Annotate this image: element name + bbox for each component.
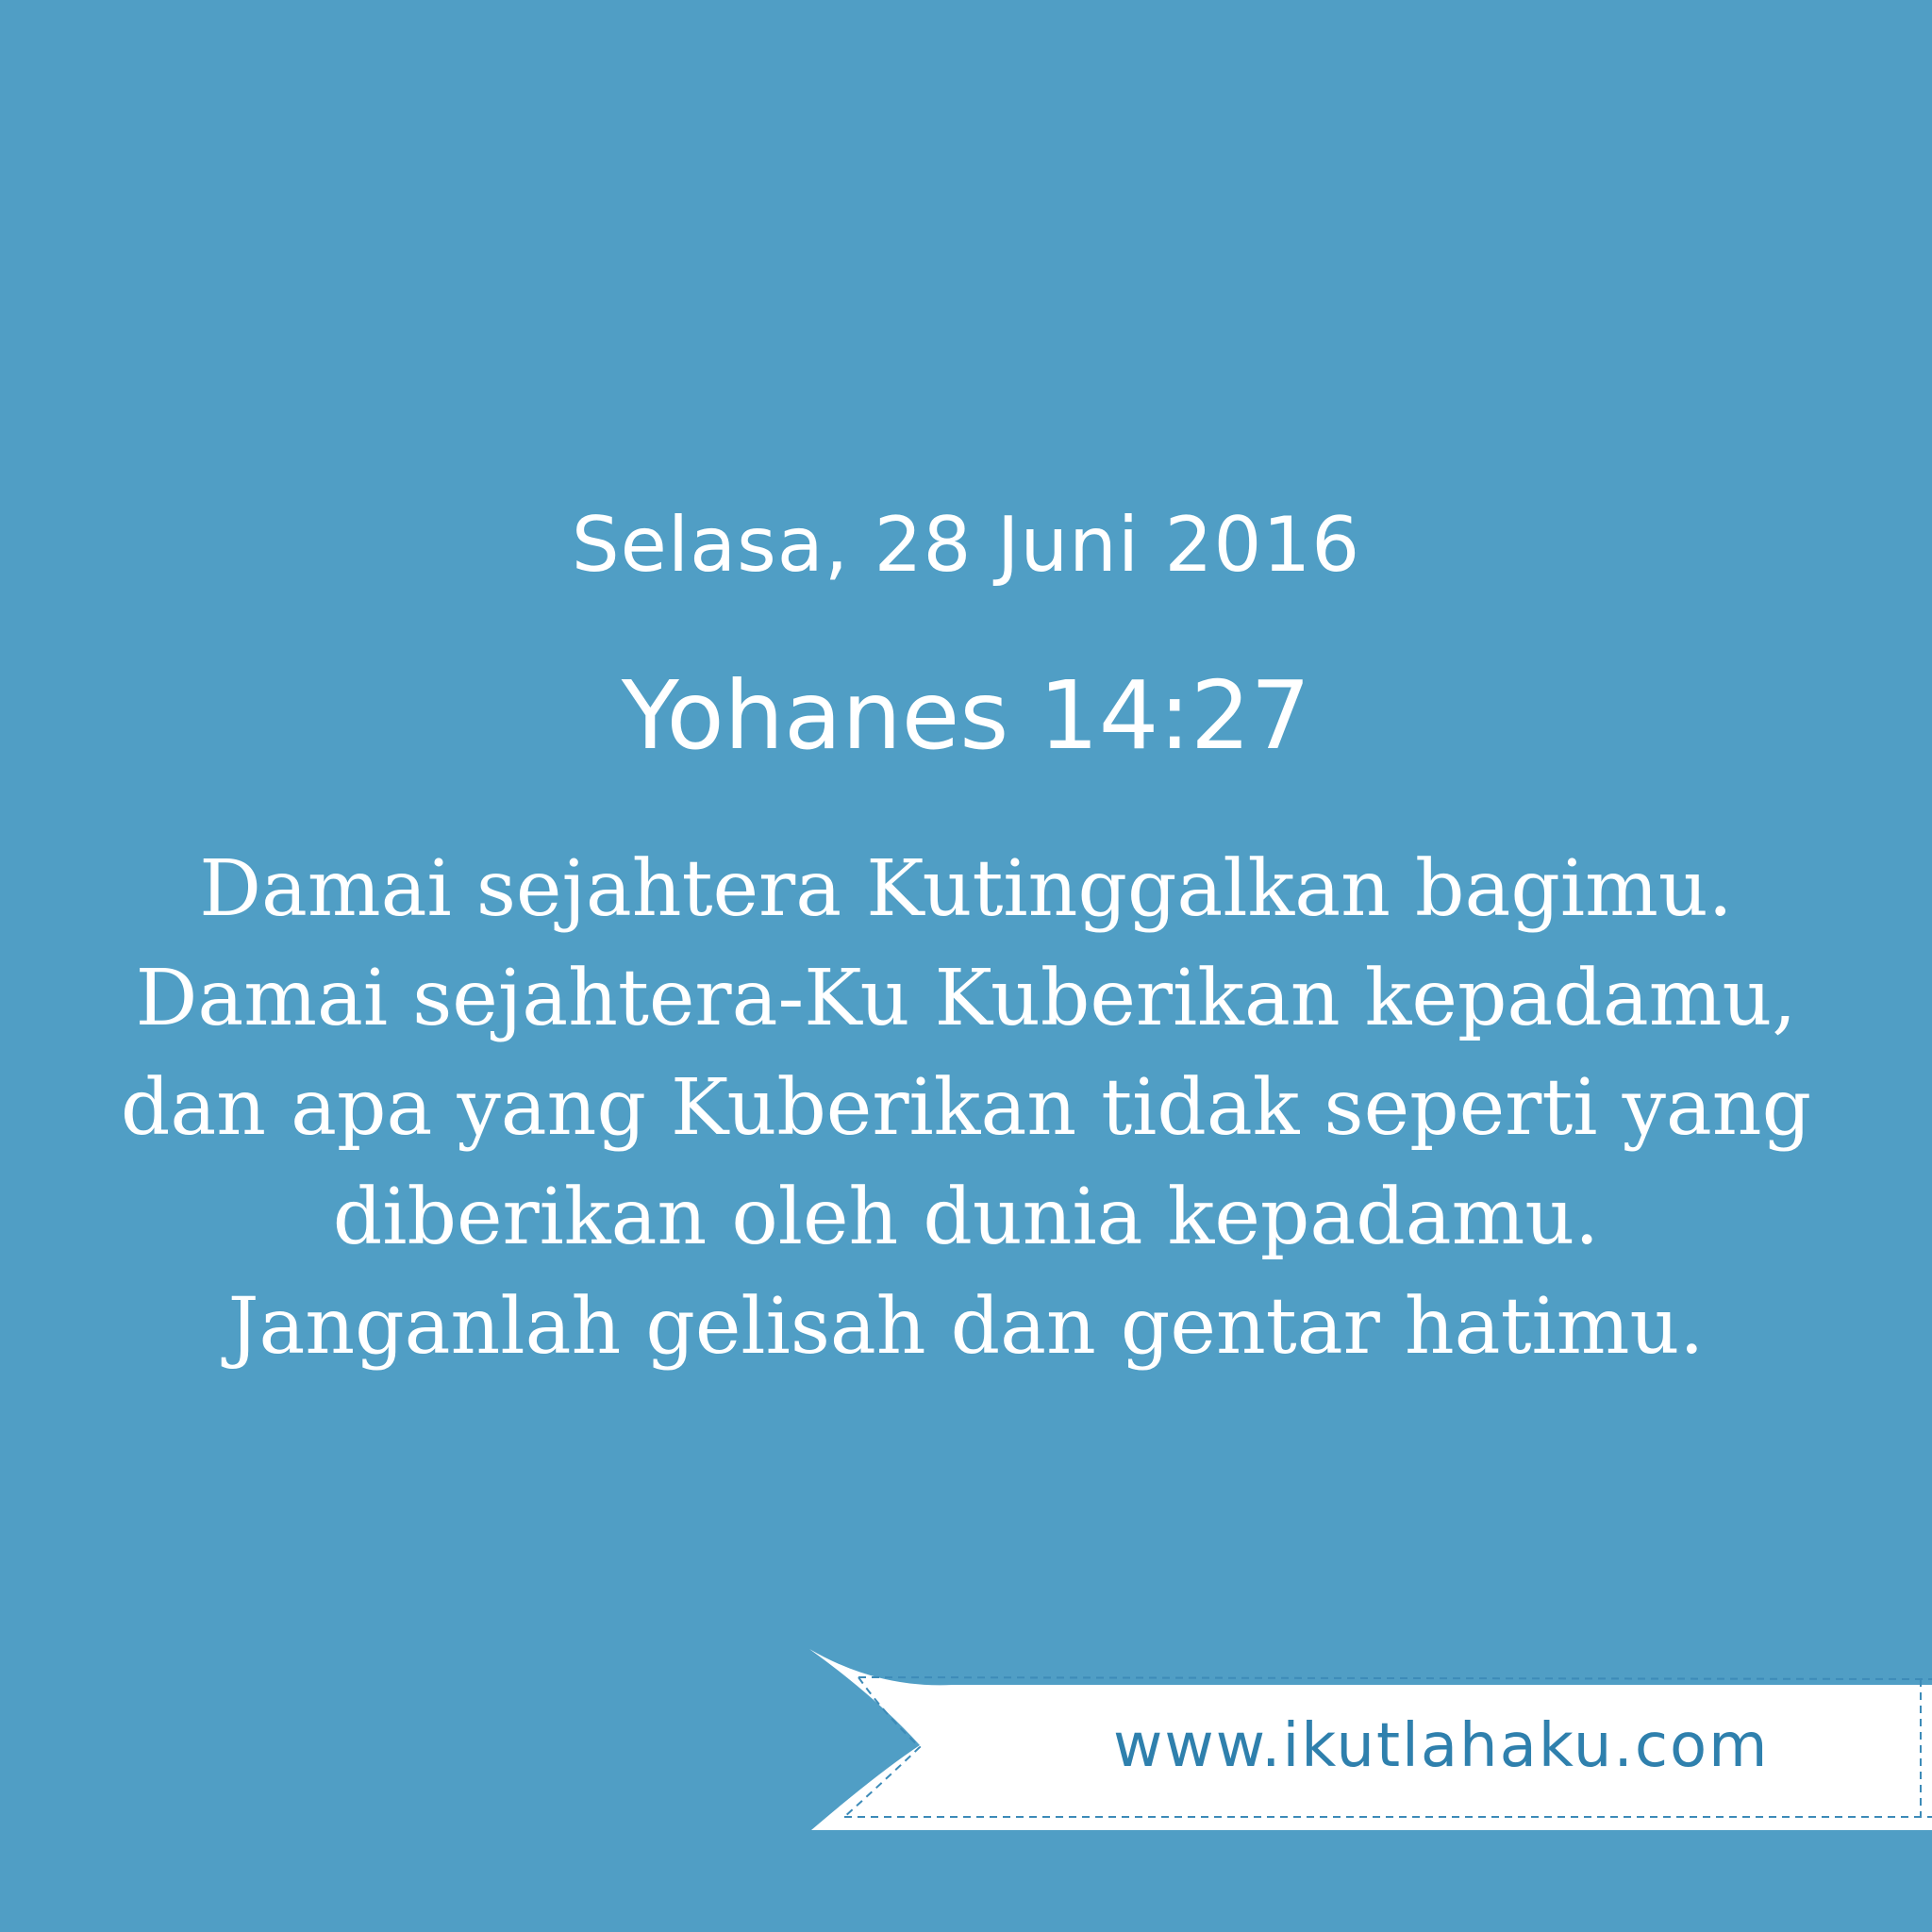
verse-line: Damai sejahtera-Ku Kuberikan kepadamu, — [135, 954, 1797, 1043]
ribbon-stitch-top — [858, 1677, 1932, 1679]
verse-line: Damai sejahtera Kutinggalkan bagimu. — [199, 844, 1733, 934]
date-heading: Selasa, 28 Juni 2016 — [571, 501, 1361, 589]
verse-line: diberikan oleh dunia kepadamu. — [332, 1173, 1600, 1262]
website-link[interactable]: www.ikutlahaku.com — [1113, 1711, 1770, 1781]
verse-line: Janganlah gelisah dan gentar hatimu. — [227, 1282, 1705, 1372]
verse-reference: Yohanes 14:27 — [621, 660, 1311, 771]
verse-line: dan apa yang Kuberikan tidak seperti yang — [120, 1063, 1812, 1153]
